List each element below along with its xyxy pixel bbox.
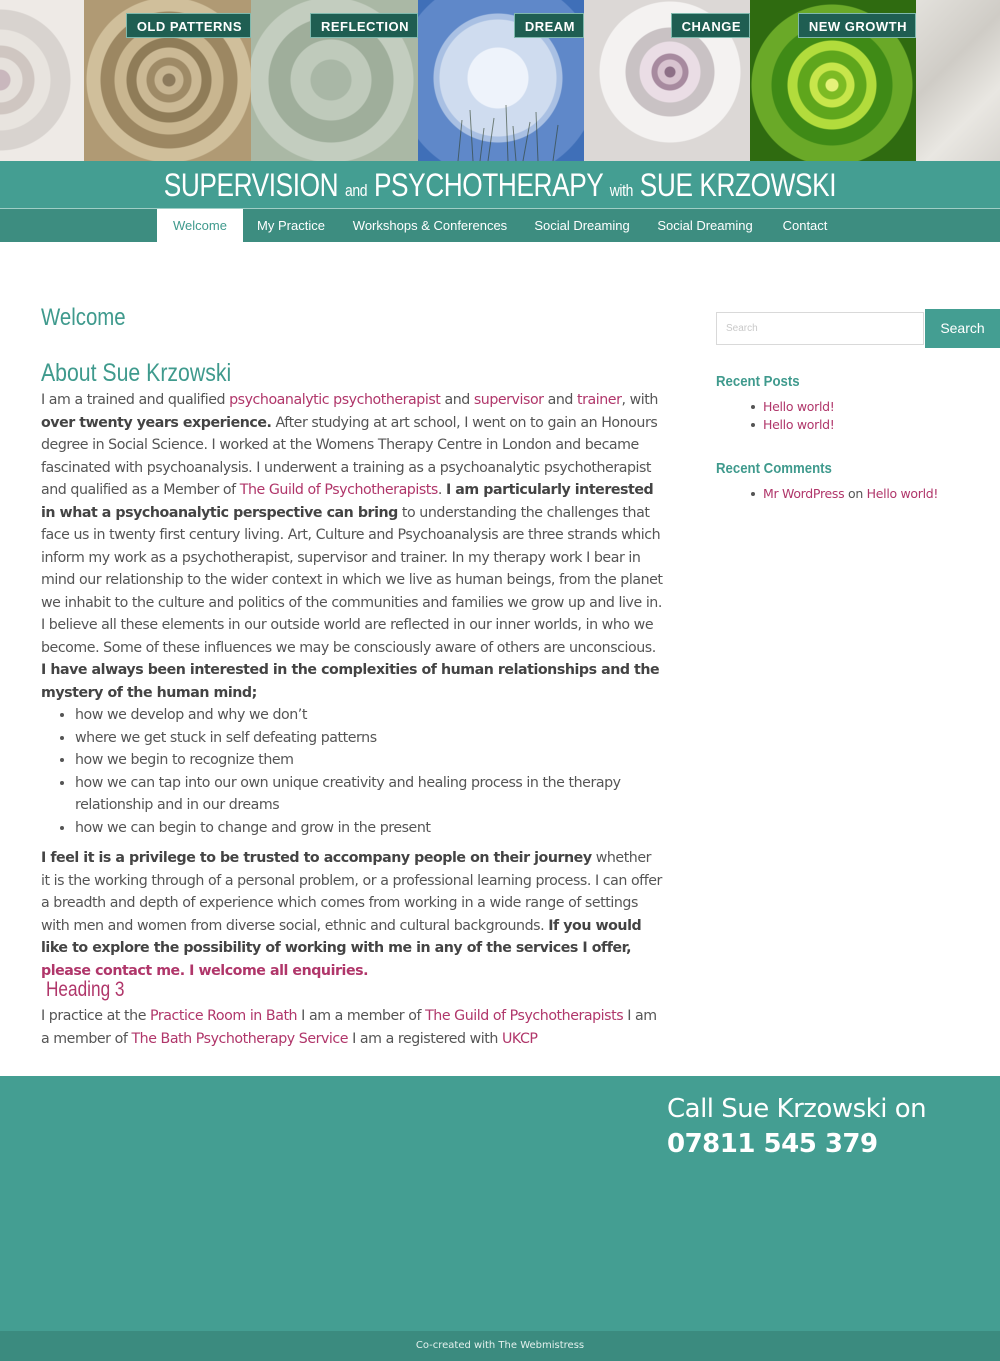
banner-label: OLD PATTERNS bbox=[126, 13, 251, 38]
bold-text: I have always been interested in the complexities of human relationships and the mystery of the human mind; bbox=[41, 662, 660, 701]
footer-credit[interactable]: Co-created with The Webmistress bbox=[415, 1340, 585, 1351]
phone-number[interactable]: 07811 545 379 bbox=[667, 1129, 878, 1159]
title-word: SUPERVISION bbox=[163, 167, 339, 203]
text: to understanding the challenges that face us in twenty first century living. Art, Culture and Psychoanalysis are three strands which inform my work as a psychotherapist, supervisor and trainer. In my therapy work I bear in mind our relationship to the wider context in which we live as human beings, from the planet we inhabit to the culture and politics of the communities and families we grow up and live in. I believe all these elements in our outside world are reflected in our inner worlds, in who we become. Some of these influences we may be consciously aware of others are unconscious. bbox=[41, 504, 663, 656]
list-item bbox=[763, 485, 938, 503]
list-item: • how we begin to recognize them bbox=[75, 749, 663, 772]
banner-label: CHANGE bbox=[671, 13, 750, 38]
nav-item-social-dreaming-2[interactable]: Social Dreaming bbox=[657, 218, 753, 233]
bath-psychotherapy-link[interactable]: The Bath Psychotherapy Service bbox=[131, 1030, 349, 1047]
text: I am a trained and qualified bbox=[41, 392, 230, 408]
header-banner bbox=[0, 0, 1000, 161]
intro-paragraph bbox=[41, 389, 663, 704]
banner-label: REFLECTION bbox=[310, 13, 418, 38]
text: whether it is the working through of a personal problem, or a professional learning process. I can offer a breadth and depth of experience which comes from working in a wide range of settings with men and women from diverse social, ethnic and cultural backgrounds. bbox=[41, 850, 662, 934]
about-heading: About Sue Krzowski bbox=[41, 359, 232, 387]
page-title: Welcome bbox=[41, 304, 126, 331]
text: I practice at the bbox=[41, 1008, 151, 1024]
list-item: • how we can tap into our own unique creativity and healing process in the therapy relationship and in our dreams bbox=[75, 772, 663, 817]
recent-comments-title: Recent Comments bbox=[716, 460, 832, 477]
bold-text: I am particularly interested in what a psychoanalytic perspective can bring bbox=[41, 482, 654, 521]
supervisor-link[interactable]: supervisor bbox=[473, 392, 544, 408]
call-text: Call Sue Krzowski on bbox=[667, 1094, 927, 1124]
title-word: and bbox=[345, 181, 368, 200]
guild-link[interactable]: The Guild of Psychotherapists bbox=[239, 482, 438, 498]
banner-image-left-edge bbox=[0, 0, 84, 161]
site-title-bar bbox=[0, 161, 1000, 208]
practice-room-link[interactable]: Practice Room in Bath bbox=[150, 1008, 298, 1024]
main-nav bbox=[0, 208, 1000, 242]
about-content bbox=[41, 389, 663, 982]
title-word: with bbox=[609, 181, 633, 200]
list-item: • how we can begin to change and grow in the present bbox=[75, 817, 663, 840]
banner-label: DREAM bbox=[514, 13, 584, 38]
text: . bbox=[437, 482, 446, 498]
list-item bbox=[763, 416, 835, 434]
post-link[interactable]: Hello world! bbox=[763, 416, 835, 432]
bold-text: over twenty years experience. bbox=[41, 414, 272, 431]
banner-tile-dream bbox=[418, 0, 584, 161]
footer bbox=[0, 1076, 1000, 1331]
contact-me-link[interactable]: please contact me. I welcome all enquiries. bbox=[41, 962, 369, 979]
text: on bbox=[844, 486, 867, 501]
text: and bbox=[543, 392, 578, 408]
text: I am a member of bbox=[41, 1008, 657, 1047]
comment-author-link[interactable]: Mr WordPress bbox=[763, 486, 845, 501]
psychotherapist-link[interactable]: psychoanalytic psychotherapist bbox=[229, 392, 441, 408]
list-item bbox=[763, 398, 835, 416]
nav-item-social-dreaming[interactable]: Social Dreaming bbox=[534, 218, 630, 233]
nav-item-workshops-conferences[interactable]: Workshops & Conferences bbox=[352, 218, 508, 233]
banner-tile-change bbox=[584, 0, 750, 161]
journey-paragraph bbox=[41, 847, 663, 982]
title-word: PSYCHOTHERAPY bbox=[374, 167, 603, 203]
bold-text: I feel it is a privilege to be trusted to accompany people on their journey bbox=[41, 850, 592, 866]
nav-item-my-practice[interactable]: My Practice bbox=[257, 218, 325, 233]
site-title[interactable] bbox=[164, 167, 836, 209]
text: I am a member of bbox=[297, 1008, 426, 1024]
call-to-action bbox=[667, 1092, 997, 1162]
text: , with bbox=[621, 392, 658, 408]
search-button[interactable]: Search bbox=[925, 309, 1000, 348]
search-input[interactable]: Search bbox=[716, 312, 924, 345]
recent-posts-list bbox=[763, 398, 835, 433]
post-link[interactable]: Hello world! bbox=[763, 399, 835, 414]
text: I am a registered with bbox=[348, 1030, 502, 1047]
bold-text: If you would like to explore the possibility of working with me in any of the services I offer, bbox=[41, 917, 642, 956]
banner-tile-old-patterns bbox=[84, 0, 251, 161]
trainer-link[interactable]: trainer bbox=[577, 392, 622, 408]
heading-3: Heading 3 bbox=[46, 978, 125, 1001]
banner-tile-new-growth bbox=[750, 0, 916, 161]
banner-label: NEW GROWTH bbox=[798, 13, 916, 38]
comment-post-link[interactable]: Hello world! bbox=[866, 486, 939, 501]
guild-link-2[interactable]: The Guild of Psychotherapists bbox=[425, 1008, 624, 1024]
text: After studying at art school, I went on to gain an Honours degree in Social Science. I worked at the Womens Therapy Centre in London and became fascinated with psychoanalysis. I underwent a training as a psychoanalytic psychotherapist and qualified as a Member of bbox=[41, 414, 658, 498]
ukcp-link[interactable]: UKCP bbox=[501, 1030, 538, 1047]
recent-comments-list bbox=[763, 485, 938, 503]
banner-tile-reflection bbox=[251, 0, 418, 161]
text: and bbox=[440, 392, 474, 408]
interests-list bbox=[75, 704, 663, 839]
banner-image-right-edge bbox=[916, 0, 1000, 161]
list-item: • where we get stuck in self defeating patterns bbox=[75, 727, 663, 750]
nav-item-contact[interactable]: Contact bbox=[782, 218, 828, 233]
list-item: • how we develop and why we don’t bbox=[75, 704, 663, 727]
title-word: SUE KRZOWSKI bbox=[639, 167, 837, 203]
nav-item-welcome[interactable]: Welcome bbox=[157, 209, 243, 242]
membership-paragraph bbox=[41, 1005, 663, 1050]
footer-credit-bar bbox=[0, 1331, 1000, 1361]
recent-posts-title: Recent Posts bbox=[716, 373, 800, 390]
